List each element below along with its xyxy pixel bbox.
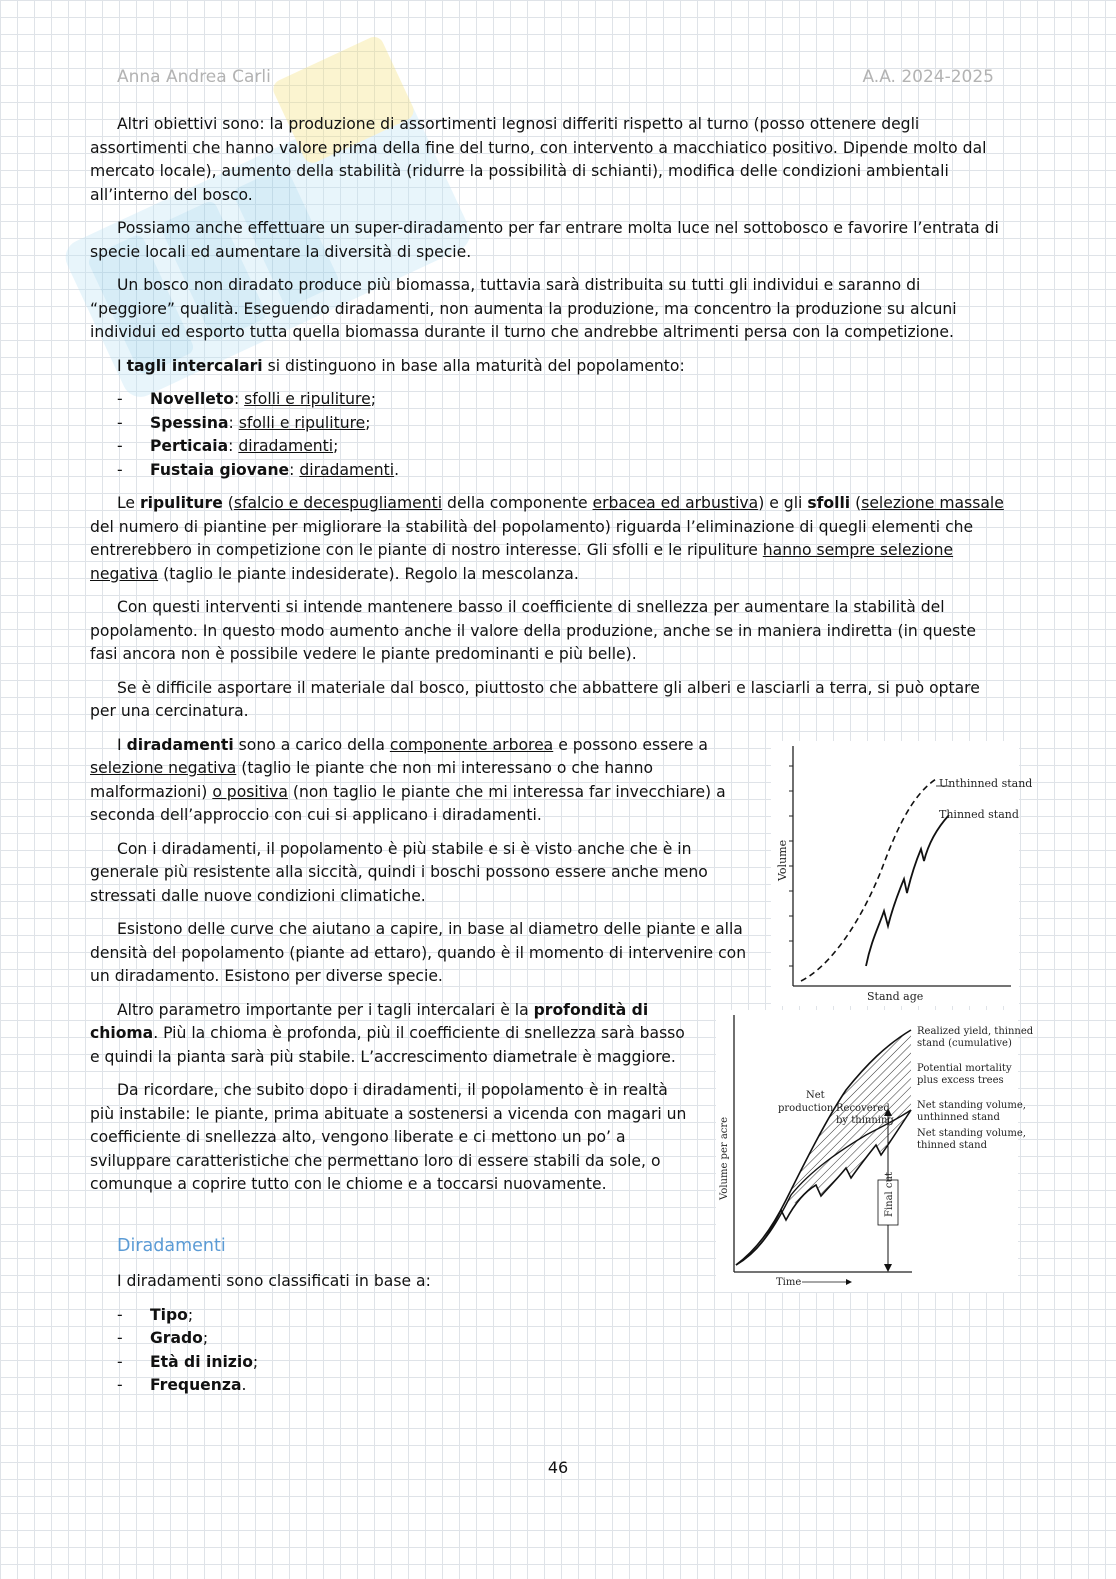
x-axis-label: Time: [776, 1277, 802, 1288]
paragraph: Con i diradamenti, il popolamento è più stabile e si è visto anche che è in generale più resistente alla siccità, quindi i boschi possono essere anche meno stressati dalle nuove condizioni climatiche.: [90, 839, 708, 905]
yield-curves-figure: [716, 1010, 1034, 1292]
paragraph: Le ripuliture (sfalcio e decespugliamenti della componente erbacea ed arbustiva) e gli sfolli (selezione massale del numero di piantine per migliorare la stabilità del popolamento) riguarda l’eliminazione di quegli elementi che entrerebbero in competizione con le piante di nostro interesse. Gli sfolli e le ripuliture hanno sempre selezione negativa (taglio le piante indesiderate). Regolo la mescolanza.: [90, 494, 1004, 583]
label-recovered: Recovered: [836, 1103, 890, 1114]
label-net-unthinned: Net standing volume,: [917, 1100, 1026, 1111]
label-net-thinned: Net standing volume,: [917, 1128, 1026, 1139]
label-final-cut: Final cut: [884, 1172, 895, 1217]
label-realized-2: stand (cumulative): [917, 1038, 1012, 1049]
paragraph: Esistono delle curve che aiutano a capire, in base al diametro delle piante e alla densità del popolamento (piante ad ettaro), quando è il momento di intervenire con un diradamento. Esistono per diverse specie.: [90, 920, 747, 985]
label-net-unthinned-2: unthinned stand: [917, 1112, 1000, 1123]
thinning-volume-figure: [771, 741, 1033, 1006]
paragraph: I diradamenti sono classificati in base a:: [117, 1272, 431, 1290]
list-item: - Frequenza.: [90, 1374, 1008, 1398]
paragraph: Da ricordare, che subito dopo i diradamenti, il popolamento è in realtà più instabile: le piante, prima abituate a sostenersi a vicenda con magari un coefficiente di snellezza alto, vengono liberate e ci mettono un po’ a sviluppare caratteristiche che permettano loro di essere stabili da sole, o comunque a coprire tutto con le chiome e a toccarsi nuovamente.: [90, 1081, 687, 1193]
label-mortality-2: plus excess trees: [917, 1075, 1004, 1086]
list-item: - Età di inizio;: [90, 1351, 1008, 1375]
label-net-thinned-2: thinned stand: [917, 1140, 987, 1151]
y-axis-label: Volume: [776, 839, 789, 881]
header-year: A.A. 2024-2025: [862, 67, 994, 87]
label-realized: Realized yield, thinned: [917, 1026, 1034, 1037]
x-axis-label: Stand age: [867, 990, 924, 1003]
page-number: 46: [547, 1458, 569, 1477]
y-axis-label: Volume per acre: [719, 1116, 730, 1200]
paragraph: Possiamo anche effettuare un super-diradamento per far entrare molta luce nel sottobosco e favorire l’entrata di specie locali ed aumentare la diversità di specie.: [90, 219, 999, 261]
list-item: - Novelleto: sfolli e ripuliture;: [90, 388, 1008, 412]
label-production: production: [778, 1103, 834, 1114]
label-mortality: Potential mortality: [917, 1063, 1012, 1074]
label-thinned: Thinned stand: [939, 808, 1019, 821]
list-item: - Fustaia giovane: diradamenti.: [90, 459, 1008, 483]
paragraph: Altro parametro importante per i tagli intercalari è la profondità di chioma. Più la chioma è profonda, più il coefficiente di snellezza sarà basso e quindi la pianta sarà più stabile. L’accrescimento diametrale è maggiore.: [90, 1000, 685, 1066]
classification-list: [90, 1304, 1008, 1398]
list-item: - Grado;: [90, 1327, 1008, 1351]
label-net: Net: [806, 1090, 825, 1101]
paragraph: Un bosco non diradato produce più biomassa, tuttavia sarà distribuita su tutti gli individui e saranno di “peggiore” qualità. Eseguendo diradamenti, non aumenta la produzione, ma concentro la produzione su alcuni individui ed esporto tutta quella biomassa durante il turno che andrebbe altrimenti persa con la competizione.: [90, 276, 957, 341]
paragraph: I diradamenti sono a carico della componente arborea e possono essere a selezione negativa (taglio le piante che non mi interessano o che hanno malformazioni) o positiva (non taglio le piante che mi interessa far invecchiare) a seconda dell’approccio con cui si applicano i diradamenti.: [90, 735, 726, 824]
paragraph: Altri obiettivi sono: la produzione di assortimenti legnosi differiti rispetto al turno (posso ottenere degli assortimenti che hanno valore prima della fine del turno, con intervento a macchiatico positivo. Dipende molto dal mercato locale), aumento della stabilità (ridurre la possibilità di schianti), modifica delle condizioni ambientali all’interno del bosco.: [90, 115, 987, 204]
maturity-list: [90, 388, 1008, 482]
section-title: Diradamenti: [117, 1235, 226, 1256]
list-item: - Spessina: sfolli e ripuliture;: [90, 412, 1008, 436]
header-author: Anna Andrea Carli: [117, 67, 271, 87]
list-item: - Perticaia: diradamenti;: [90, 435, 1008, 459]
label-unthinned: Unthinned stand: [939, 777, 1033, 790]
paragraph: Se è difficile asportare il materiale dal bosco, piuttosto che abbattere gli alberi e lasciarli a terra, si può optare per una cercinatura.: [90, 678, 980, 720]
paragraph: Con questi interventi si intende mantenere basso il coefficiente di snellezza per aumentare la stabilità del popolamento. In questo modo aumento anche il valore della produzione, anche se in maniera indiretta (in queste fasi ancora non è possibile vedere le piante predominanti e più belle).: [90, 598, 976, 663]
paragraph: I tagli intercalari si distinguono in base alla maturità del popolamento:: [117, 356, 685, 375]
list-item: - Tipo;: [90, 1304, 1008, 1328]
label-by-thinning: by thinning: [836, 1115, 894, 1126]
